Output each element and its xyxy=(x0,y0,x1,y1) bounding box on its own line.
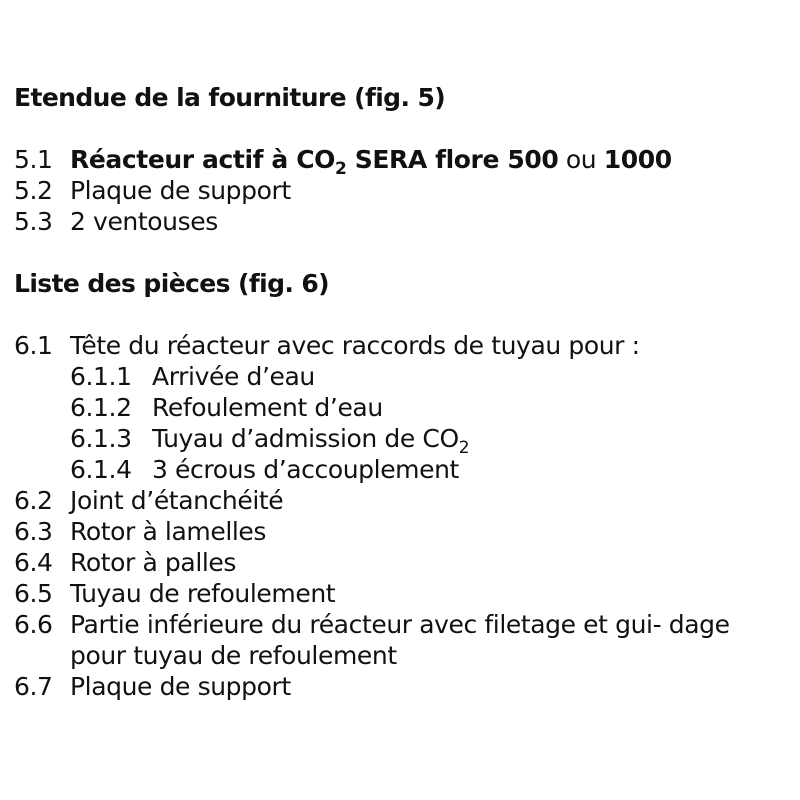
item-text-bold: 1000 xyxy=(603,145,672,174)
item-text-bold: Réacteur actif à CO xyxy=(70,145,335,174)
item-text: 2 ventouses xyxy=(70,207,218,236)
list-item xyxy=(14,671,794,702)
list-item xyxy=(14,206,794,237)
item-number: 5.1 xyxy=(14,145,53,174)
item-text: Tête du réacteur avec raccords de tuyau pour : xyxy=(70,331,640,360)
item-number: 6.1.3 xyxy=(70,424,132,453)
item-number: 6.4 xyxy=(14,548,53,577)
item-text: Joint d’étanchéité xyxy=(70,486,284,515)
list-item xyxy=(14,330,794,361)
section-6-title: Liste des pièces (fig. 6) xyxy=(14,269,329,298)
section-6-list xyxy=(14,330,794,702)
list-subitem xyxy=(14,392,794,423)
subscript: 2 xyxy=(335,159,347,179)
item-number: 6.1.1 xyxy=(70,362,132,391)
item-number: 6.1 xyxy=(14,331,53,360)
spacer xyxy=(14,113,794,144)
item-text-plain: ou xyxy=(558,145,604,174)
item-text: Tuyau de refoulement xyxy=(70,579,336,608)
item-number: 6.2 xyxy=(14,486,53,515)
spacer xyxy=(14,237,794,268)
item-text: Arrivée d’eau xyxy=(152,362,315,391)
section-5-title: Etendue de la fourniture (fig. 5) xyxy=(14,83,446,112)
list-item xyxy=(14,516,794,547)
item-text: Rotor à lamelles xyxy=(70,517,267,546)
item-text xyxy=(152,423,470,458)
item-text xyxy=(70,144,672,179)
spacer xyxy=(14,299,794,330)
item-number: 6.7 xyxy=(14,672,53,701)
list-subitem xyxy=(14,423,794,458)
item-number: 6.5 xyxy=(14,579,53,608)
item-number: 5.3 xyxy=(14,207,53,236)
item-text-main: Tuyau d’admission de CO xyxy=(152,424,459,453)
item-number: 6.1.4 xyxy=(70,455,132,484)
item-text: Plaque de support xyxy=(70,672,291,701)
list-item xyxy=(14,609,794,671)
item-text: Plaque de support xyxy=(70,176,291,205)
document xyxy=(14,82,794,702)
list-item xyxy=(14,144,794,179)
item-number: 6.1.2 xyxy=(70,393,132,422)
item-number: 6.6 xyxy=(14,610,53,639)
item-text: Partie inférieure du réacteur avec filetage et gui- dage pour tuyau de refoulement xyxy=(70,610,730,670)
item-text: 3 écrous d’accouplement xyxy=(152,455,459,484)
item-text: Rotor à palles xyxy=(70,548,237,577)
subscript: 2 xyxy=(458,438,470,458)
item-text: Refoulement d’eau xyxy=(152,393,383,422)
list-subitem xyxy=(14,361,794,392)
section-5-list xyxy=(14,144,794,237)
item-number: 6.3 xyxy=(14,517,53,546)
list-subitem xyxy=(14,454,794,485)
item-text-bold: SERA flore 500 xyxy=(346,145,559,174)
list-item xyxy=(14,485,794,516)
list-item xyxy=(14,547,794,578)
item-number: 5.2 xyxy=(14,176,53,205)
list-item xyxy=(14,578,794,609)
list-item xyxy=(14,175,794,206)
